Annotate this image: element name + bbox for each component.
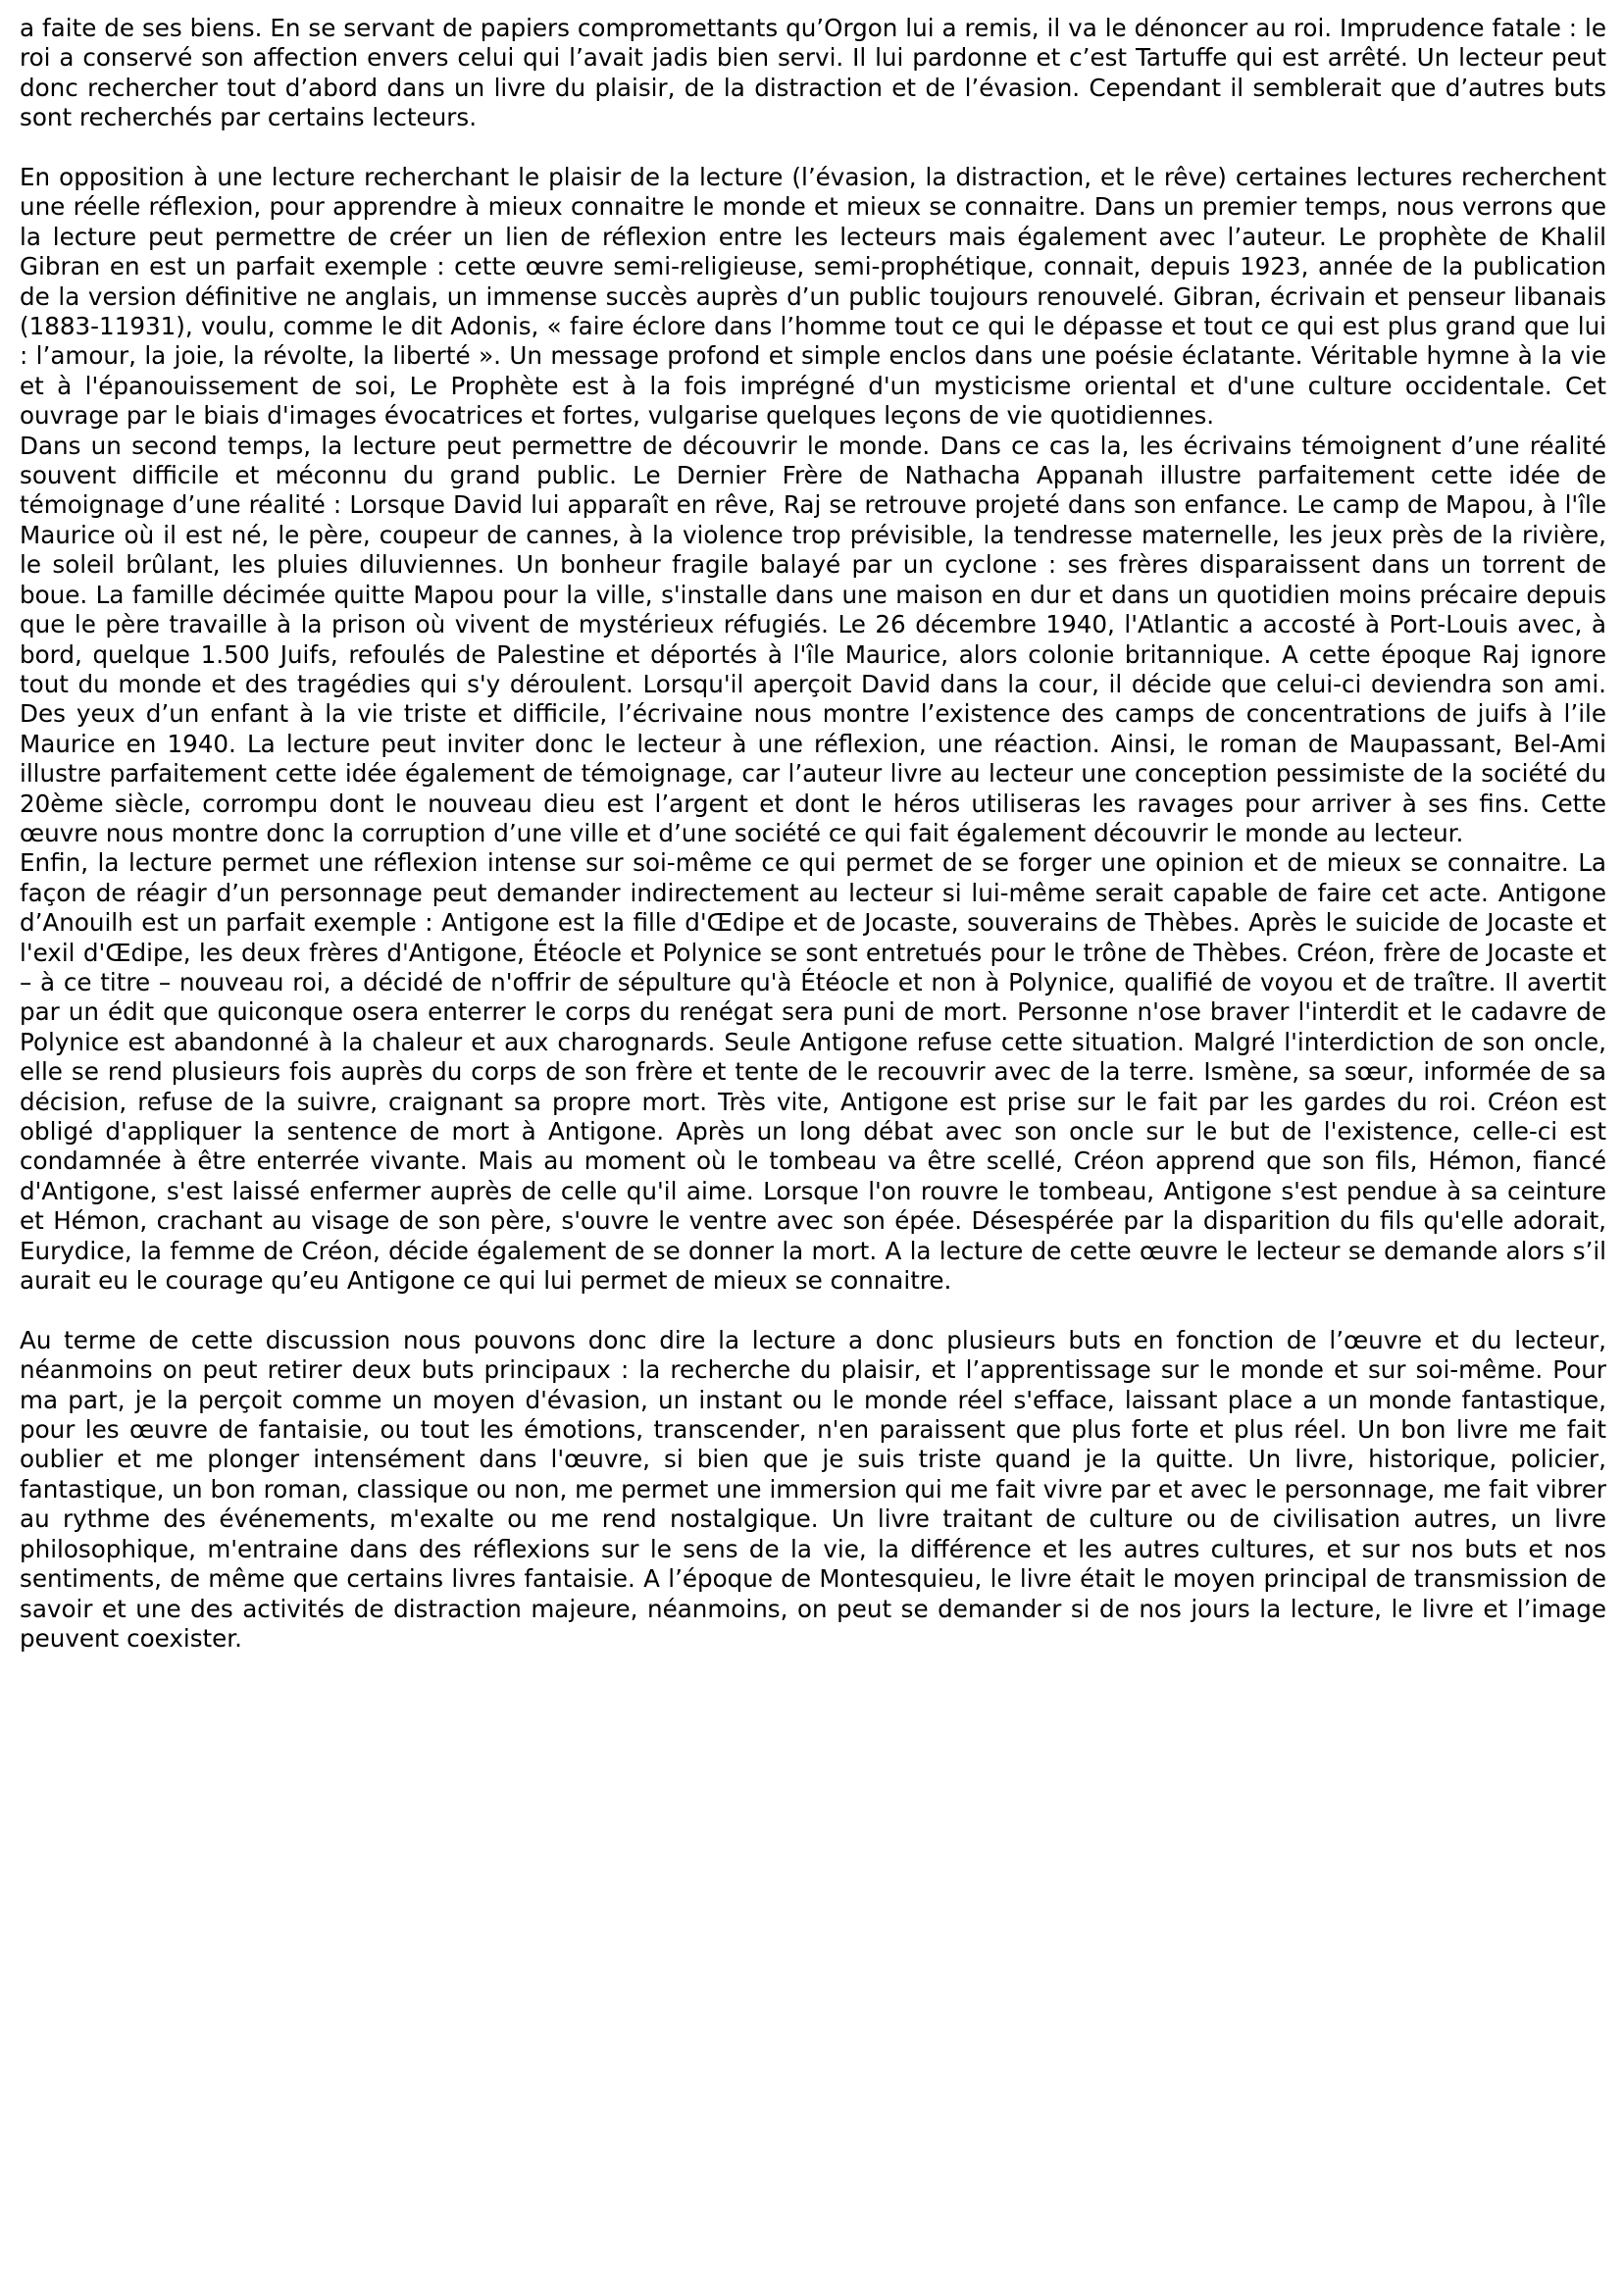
- paragraph-tartuffe-conclusion: a faite de ses biens. En se servant de papiers compromettants qu’Orgon lui a remis, il va le dénoncer au roi. Imprudence fatale : le roi a conservé son affection envers celui qui l’avait jadis bien servi. Il lui pardonne et c’est Tartuffe qui est arrêté. Un lecteur peut donc rechercher tout d’abord dans un livre du plaisir, de la distraction et de l’évasion. Cependant il semblerait que d’autres buts sont recherchés par certains lecteurs.: [20, 14, 1606, 132]
- paragraph-reflection-gibran: En opposition à une lecture recherchant le plaisir de la lecture (l’évasion, la distraction, et le rêve) certaines lectures recherchent une réelle réflexion, pour apprendre à mieux connaitre le monde et mieux se connaitre. Dans un premier temps, nous verrons que la lecture peut permettre de créer un lien de réflexion entre les lecteurs mais également avec l’auteur. Le prophète de Khalil Gibran en est un parfait exemple : cette œuvre semi-religieuse, semi-prophétique, connait, depuis 1923, année de la publication de la version définitive ne anglais, un immense succès auprès d’un public toujours renouvelé. Gibran, écrivain et penseur libanais (1883-11931), voulu, comme le dit Adonis, « faire éclore dans l’homme tout ce qui le dépasse et tout ce qui est plus grand que lui : l’amour, la joie, la révolte, la liberté ». Un message profond et simple enclos dans une poésie éclatante. Véritable hymne à la vie et à l'épanouissement de soi, Le Prophète est à la fois imprégné d'un mysticisme oriental et d'une culture occidentale. Cet ouvrage par le biais d'images évocatrices et fortes, vulgarise quelques leçons de vie quotidiennes.: [20, 163, 1606, 431]
- paragraph-discover-world: Dans un second temps, la lecture peut permettre de découvrir le monde. Dans ce cas la, les écrivains témoignent d’une réalité souvent difficile et méconnu du grand public. Le Dernier Frère de Nathacha Appanah illustre parfaitement cette idée de témoignage d’une réalité : Lorsque David lui apparaît en rêve, Raj se retrouve projeté dans son enfance. Le camp de Mapou, à l'île Maurice où il est né, le père, coupeur de cannes, à la violence trop prévisible, la tendresse maternelle, les jeux près de la rivière, le soleil brûlant, les pluies diluviennes. Un bonheur fragile balayé par un cyclone : ses frères disparaissent dans un torrent de boue. La famille décimée quitte Mapou pour la ville, s'installe dans une maison en dur et dans un quotidien moins précaire depuis que le père travaille à la prison où vivent de mystérieux réfugiés. Le 26 décembre 1940, l'Atlantic a accosté à Port-Louis avec, à bord, quelque 1.500 Juifs, refoulés de Palestine et déportés à l'île Maurice, alors colonie britannique. A cette époque Raj ignore tout du monde et des tragédies qui s'y déroulent. Lorsqu'il aperçoit David dans la cour, il décide que celui-ci deviendra son ami. Des yeux d’un enfant à la vie triste et difficile, l’écrivaine nous montre l’existence des camps de concentrations de juifs à l’ile Maurice en 1940. La lecture peut inviter donc le lecteur à une réflexion, une réaction. Ainsi, le roman de Maupassant, Bel-Ami illustre parfaitement cette idée également de témoignage, car l’auteur livre au lecteur une conception pessimiste de la société du 20ème siècle, corrompu dont le nouveau dieu est l’argent et dont le héros utiliseras les ravages pour arriver à ses fins. Cette œuvre nous montre donc la corruption d’une ville et d’une société ce qui fait également découvrir le monde au lecteur.: [20, 431, 1606, 847]
- paragraph-conclusion: Au terme de cette discussion nous pouvons donc dire la lecture a donc plusieurs buts en fonction de l’œuvre et du lecteur, néanmoins on peut retirer deux buts principaux : la recherche du plaisir, et l’apprentissage sur le monde et sur soi-même. Pour ma part, je la perçoit comme un moyen d'évasion, un instant ou le monde réel s'efface, laissant place a un monde fantastique, pour les œuvre de fantaisie, ou tout les émotions, transcender, n'en paraissent que plus forte et plus réel. Un bon livre me fait oublier et me plonger intensément dans l'œuvre, si bien que je suis triste quand je la quitte. Un livre, historique, policier, fantastique, un bon roman, classique ou non, me permet une immersion qui me fait vivre par et avec le personnage, me fait vibrer au rythme des événements, m'exalte ou me rend nostalgique. Un livre traitant de culture ou de civilisation autres, un livre philosophique, m'entraine dans des réflexions sur le sens de la vie, la différence et les autres cultures, et sur nos buts et nos sentiments, de même que certains livres fantaisie. A l’époque de Montesquieu, le livre était le moyen principal de transmission de savoir et une des activités de distraction majeure, néanmoins, on peut se demander si de nos jours la lecture, le livre et l’image peuvent coexister.: [20, 1325, 1606, 1653]
- paragraph-self-reflection-antigone: Enfin, la lecture permet une réflexion intense sur soi-même ce qui permet de se forger une opinion et de mieux se connaitre. La façon de réagir d’un personnage peut demander indirectement au lecteur si lui-même serait capable de faire cet acte. Antigone d’Anouilh est un parfait exemple : Antigone est la fille d'Œdipe et de Jocaste, souverains de Thèbes. Après le suicide de Jocaste et l'exil d'Œdipe, les deux frères d'Antigone, Étéocle et Polynice se sont entretués pour le trône de Thèbes. Créon, frère de Jocaste et – à ce titre – nouveau roi, a décidé de n'offrir de sépulture qu'à Étéocle et non à Polynice, qualifié de voyou et de traître. Il avertit par un édit que quiconque osera enterrer le corps du renégat sera puni de mort. Personne n'ose braver l'interdit et le cadavre de Polynice est abandonné à la chaleur et aux charognards. Seule Antigone refuse cette situation. Malgré l'interdiction de son oncle, elle se rend plusieurs fois auprès du corps de son frère et tente de le recouvrir avec de la terre. Ismène, sa sœur, informée de sa décision, refuse de la suivre, craignant sa propre mort. Très vite, Antigone est prise sur le fait par les gardes du roi. Créon est obligé d'appliquer la sentence de mort à Antigone. Après un long débat avec son oncle sur le but de l'existence, celle-ci est condamnée à être enterrée vivante. Mais au moment où le tombeau va être scellé, Créon apprend que son fils, Hémon, fiancé d'Antigone, s'est laissé enfermer auprès de celle qu'il aime. Lorsque l'on rouvre le tombeau, Antigone s'est pendue à sa ceinture et Hémon, crachant au visage de son père, s'ouvre le ventre avec son épée. Désespérée par la disparition du fils qu'elle adorait, Eurydice, la femme de Créon, décide également de se donner la mort. A la lecture de cette œuvre le lecteur se demande alors s’il aurait eu le courage qu’eu Antigone ce qui lui permet de mieux se connaitre.: [20, 848, 1606, 1296]
- document-page: [20, 14, 1606, 1654]
